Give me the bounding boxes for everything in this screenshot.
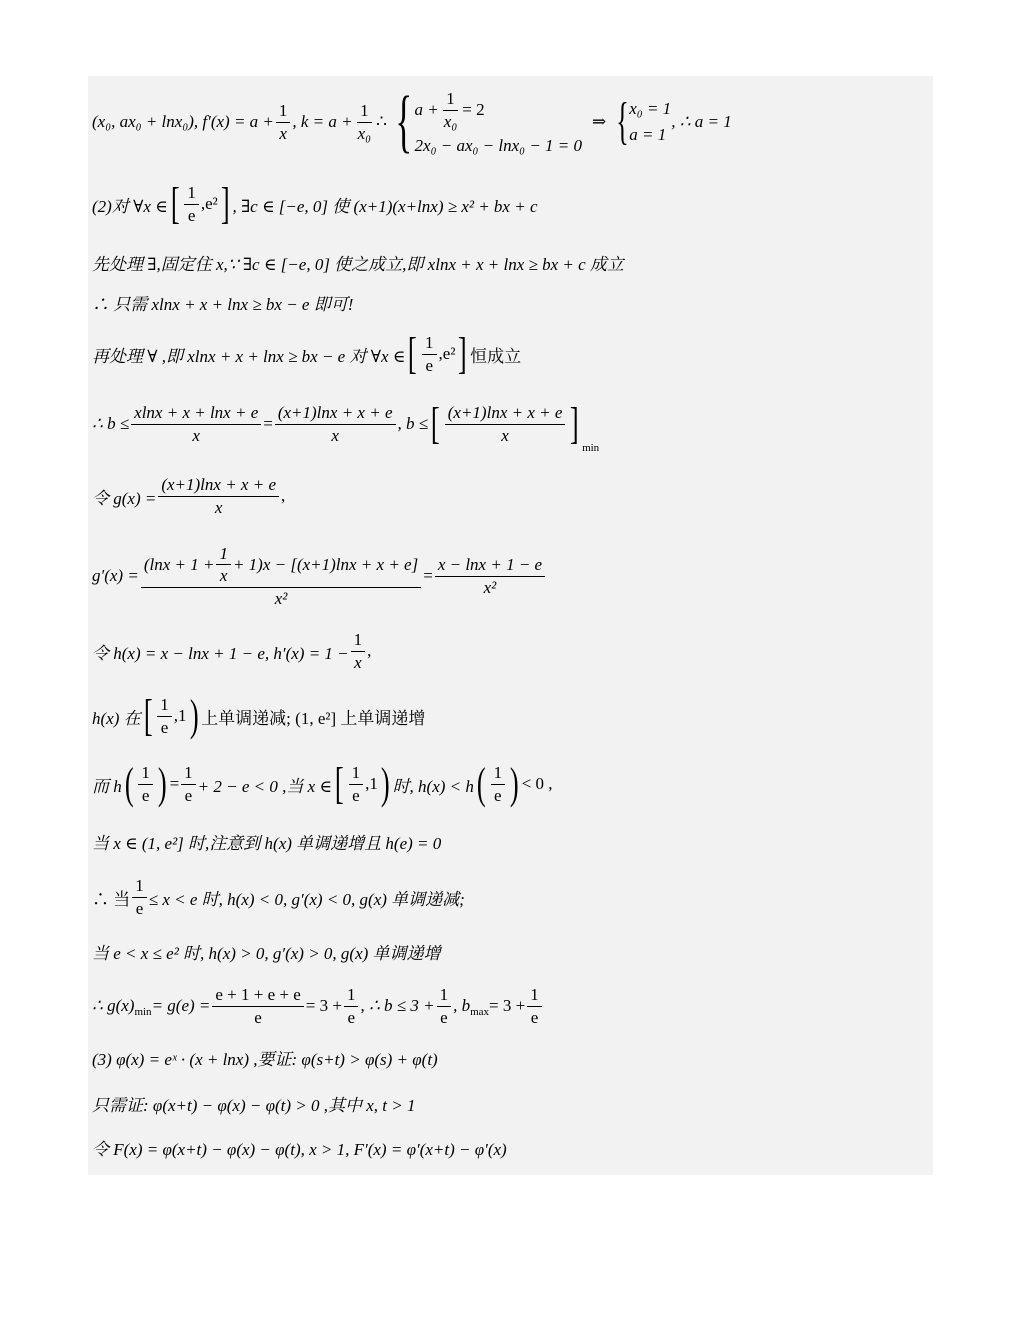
line-9 (92, 626, 371, 676)
text: , (367, 641, 372, 660)
num: (x+1)lnx + x + e (445, 402, 566, 424)
num: xlnx + x + lnx + e (131, 402, 261, 424)
text: + 2 − e < 0 ,当 x ∈ (197, 776, 332, 796)
brace: { (395, 83, 413, 160)
bracket: ] (458, 329, 468, 378)
fraction (157, 694, 172, 738)
den: x (501, 425, 509, 445)
fraction (181, 762, 196, 806)
text: , k = a + (292, 112, 353, 131)
text: 上单调递减; (1, e²] 上单调递增 (201, 708, 426, 728)
bracket: ( (124, 759, 134, 808)
text: ∴ 只需 xlnx + x + lnx ≥ bx − e 即可! (92, 294, 354, 314)
bracket: ) (157, 759, 167, 808)
fraction (138, 762, 153, 806)
fraction (132, 875, 147, 919)
text: e² (442, 344, 456, 363)
text: < 0 , (521, 774, 553, 793)
text: h(x) 在 (92, 708, 141, 728)
text: 先处理 ∃,固定住 x,∵ ∃c ∈ [−e, 0] 使之成立,即 xlnx + x + lnx ≥ bx + c 成立 (92, 254, 624, 274)
text: ∴ g(x) (92, 996, 135, 1015)
text: 而 h (92, 776, 122, 796)
text: 当 x ∈ (1, e²] 时,注意到 h(x) 单调递增且 h(e) = 0 (92, 833, 442, 853)
fraction (275, 402, 396, 446)
text: , b ≤ (397, 414, 429, 433)
den: x₀ (443, 111, 458, 131)
text: + 1)x − [(x+1)lnx + x + e] (232, 555, 419, 575)
line-5: 再处理 ∀ ,即 xlnx + x + lnx ≥ bx − e 对 ∀x ∈ [ $\frac{1}{e}$ , e² ] 恒成立 (92, 329, 522, 378)
num: 1 (138, 762, 153, 784)
bracket: [ (170, 179, 180, 228)
text: = (263, 414, 273, 433)
line-18 (92, 1134, 507, 1160)
fraction (422, 332, 437, 376)
text: 时, h(x) < h (392, 776, 474, 796)
fraction (527, 984, 542, 1028)
line-8 (92, 536, 547, 616)
bracket: ] (570, 399, 580, 448)
text: , b (453, 996, 471, 1015)
bracket: [ (334, 759, 344, 808)
line-11: 而 h ( $\frac{1}{e}$ ) = $\frac{1}{e}$ + 2 − e < 0 ,当 x ∈ [ $\frac{1}{e}$ ,1 ) 时, h(x) < h ( $\frac{1}{e}$ ) < 0 , (92, 759, 553, 808)
fraction (355, 100, 374, 144)
fraction (435, 554, 545, 598)
text: 当 e < x ≤ e² 时, h(x) > 0, g′(x) > 0, g(x) 单调递增 (92, 943, 441, 963)
text: = (423, 566, 433, 585)
fraction (131, 402, 261, 446)
text: ∴ 当 (92, 889, 131, 909)
line-14 (92, 938, 441, 964)
bracket: [ (431, 399, 440, 448)
den: x (214, 497, 223, 517)
num: 1 (357, 100, 372, 122)
text: 令 g(x) = (92, 488, 157, 508)
line-16 (92, 1044, 438, 1070)
bracket: ) (189, 691, 199, 740)
den: e (347, 1007, 355, 1027)
num: 1 (184, 182, 199, 204)
text: (3) φ(x) = eˣ · (x + lnx) ,要证: φ(s+t) > φ(s) + φ(t) (92, 1049, 438, 1069)
num: 1 (132, 875, 147, 897)
num (141, 543, 421, 588)
brace: { (616, 93, 630, 150)
equation-system (610, 93, 672, 150)
text: = g(e) = (151, 996, 211, 1015)
den: x² (483, 577, 497, 597)
den: e (254, 1007, 262, 1027)
text: 恒成立 (470, 346, 522, 366)
text: (2)对 ∀x ∈ (92, 196, 168, 216)
num: 1 (216, 543, 231, 565)
subscript: min (582, 442, 600, 454)
num: 1 (422, 332, 437, 354)
num: 1 (349, 762, 364, 784)
bracket: ) (380, 759, 390, 808)
fraction (445, 402, 566, 446)
subscript: max (470, 1006, 490, 1018)
den: e (135, 898, 144, 918)
text: 只需证: φ(x+t) − φ(x) − φ(t) > 0 ,其中 x, t > 1 (92, 1095, 416, 1115)
text: 令 F(x) = φ(x+t) − φ(x) − φ(t), x > 1, F′(x) = φ′(x+t) − φ′(x) (92, 1139, 507, 1159)
num: 1 (276, 100, 291, 122)
den: x (331, 425, 339, 445)
den: e (184, 785, 193, 805)
den: e (352, 785, 360, 805)
num: 1 (437, 984, 452, 1006)
text: , ∴ b ≤ 3 + (360, 996, 435, 1015)
fraction (184, 182, 199, 226)
text: a + (414, 100, 439, 119)
fraction (216, 543, 231, 587)
fraction (441, 88, 460, 132)
line-tangent-condition (92, 82, 732, 162)
text: = 2 (462, 100, 485, 119)
text: = 3 + (305, 996, 342, 1015)
text: = 3 + (489, 996, 526, 1015)
num: 1 (181, 762, 196, 784)
text: ∴ b ≤ (92, 414, 130, 433)
den: x (219, 566, 228, 586)
text: 2x₀ − ax₀ − lnx₀ − 1 = 0 (414, 135, 583, 155)
den: x (354, 652, 362, 672)
bracket: [ (408, 329, 418, 378)
line-3 (92, 250, 624, 274)
num: x − lnx + 1 − e (435, 554, 545, 576)
den: e (425, 355, 434, 375)
fraction (344, 984, 359, 1028)
text: (x₀, ax₀ + lnx₀), f′(x) = a + (92, 112, 274, 131)
den: e (160, 717, 169, 737)
num: (x+1)lnx + x + e (158, 474, 279, 496)
fraction (212, 984, 303, 1028)
num: 1 (157, 694, 172, 716)
bracket: ] (220, 179, 230, 228)
text: ≤ x < e 时, h(x) < 0, g′(x) < 0, g(x) 单调递减; (148, 889, 465, 909)
den: x (279, 123, 287, 143)
num: 1 (527, 984, 542, 1006)
line-10: h(x) 在 [ $\frac{1}{e}$ ,1 ) 上单调递减; (1, e²] 上单调递增 (92, 691, 426, 740)
fraction (158, 474, 279, 518)
den: e (187, 205, 196, 225)
fraction (349, 762, 364, 806)
text: , ∴ a = 1 (671, 112, 732, 131)
text: e² (205, 194, 218, 213)
subscript: min (134, 1006, 152, 1018)
den: e (440, 1007, 448, 1027)
num: e + 1 + e + e (212, 984, 303, 1006)
num: (x+1)lnx + x + e (275, 402, 396, 424)
text: 令 h(x) = x − lnx + 1 − e, h′(x) = 1 − (92, 643, 349, 663)
line-15 (92, 980, 544, 1032)
num: 1 (491, 762, 506, 784)
fraction (276, 100, 291, 144)
fraction (437, 984, 452, 1028)
bracket: ) (509, 759, 519, 808)
line-12 (92, 828, 441, 854)
den: e (494, 785, 502, 805)
text: , ∃c ∈ [−e, 0] 使 (x+1)(x+lnx) ≥ x² + bx + c (232, 196, 538, 216)
line-6 (92, 394, 599, 454)
text: a = 1 (629, 125, 667, 144)
text: = (169, 774, 180, 793)
line-17 (92, 1090, 416, 1116)
line-13 (92, 872, 465, 922)
equation-system (387, 83, 583, 160)
num: 1 (344, 984, 359, 1006)
den: x₀ (357, 123, 372, 143)
den: x (192, 425, 200, 445)
bracket: [ (143, 691, 153, 740)
text: , (281, 486, 286, 505)
den: e (141, 785, 150, 805)
den: x² (274, 588, 288, 608)
fraction (491, 762, 506, 806)
den: e (530, 1007, 539, 1027)
line-problem-2: (2)对 ∀x ∈ [ $\frac{1}{e}$ , e² ] , ∃c ∈ [−e, 0] 使 (x+1)(x+lnx) ≥ x² + bx + c (92, 179, 538, 228)
fraction (141, 543, 421, 609)
implies-arrow: ⇒ (592, 112, 607, 131)
line-4 (92, 290, 353, 314)
fraction (351, 629, 366, 673)
text: ∴ (376, 112, 387, 131)
line-7 (92, 468, 285, 524)
bracket: ( (476, 759, 486, 808)
text: x₀ = 1 (629, 99, 672, 118)
text: (lnx + 1 + (143, 555, 215, 575)
num: 1 (443, 88, 458, 110)
text: 再处理 ∀ ,即 xlnx + x + lnx ≥ bx − e 对 ∀x ∈ (92, 346, 406, 366)
text: g′(x) = (92, 566, 139, 585)
num: 1 (351, 629, 366, 651)
